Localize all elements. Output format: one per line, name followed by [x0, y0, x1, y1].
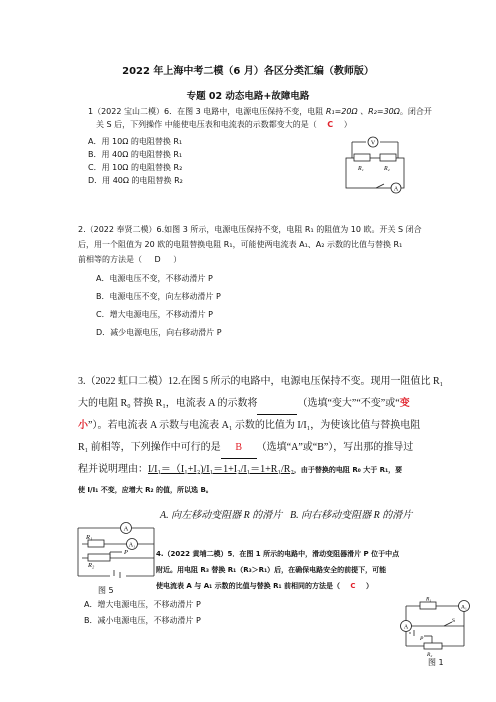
q4-slider-label: P [420, 636, 424, 642]
q4-answer: C [350, 582, 356, 590]
q3-line1: 3.（2022 虹口二模）12.在图 5 所示的电路中，电源电压保持不变。现用一阻值比 R₁ [78, 376, 444, 387]
q1-stem-line2: 关 S 后，下列操作 中能使电压表和电流表的示数都变大的是（ C ） [96, 120, 352, 129]
q2-option-a: A．电源电压不变，不移动滑片 P [96, 274, 213, 283]
q1-circuit-diagram [340, 134, 412, 196]
q3-option-b: B. 向右移动变阻器 R 的滑片 [290, 510, 413, 521]
q1-r2-label: R₂ [384, 166, 390, 172]
q3-figure-caption: 图 5 [98, 586, 114, 595]
q1-option-d: D．用 40Ω 的电阻替换 R₂ [88, 176, 183, 185]
q3-slider-label: P [124, 549, 128, 556]
q4-option-b: B．减小电源电压，不移动滑片 P [84, 616, 201, 625]
q4-line3: 使电流表 A 与 A₁ 示数的比值与替换 R₁ 前相同的方法是（ C ） [156, 582, 373, 590]
q2-line2: 后，用一个阻值为 20 欧的电阻替换电阻 R₁，可能使两电流表 A₁、A₂ 示数的比值与替换 R₁ [78, 240, 403, 249]
q1-voltmeter-label: V [370, 140, 376, 147]
document-title: 2022 年上海中考二模（6 月）各区分类汇编（教师版） [122, 66, 374, 77]
q2-option-c: C．增大电源电压，不移动滑片 P [96, 310, 213, 319]
q4-option-a: A．增大电源电压，不移动滑片 P [84, 600, 201, 609]
q3-line5: 程并说明理由：I/I₁＝（I₁+I₂)/I₁＝1+I₂/I₁＝1+R₁/R₂，由于替换的电阻 R₀ 大于 R₁，要 [78, 464, 403, 475]
q4-circuit-diagram [372, 596, 482, 660]
q3-line4: R₁ 前相等，下列操作中可行的是 B （选填“A”或“B”），写出那的推导过 [78, 438, 413, 459]
q4-switch-label: S [452, 618, 456, 624]
q1-answer: C [327, 120, 334, 129]
q4-line2: 附近。用电阻 R₃ 替换 R₁（R₃＞R₁）后，在确保电路安全的前提下，可能 [156, 566, 387, 574]
q3-line6: 使 I/I₁ 不变，应增大 R₂ 的值，所以选 B。 [78, 486, 213, 494]
q3-line2: 大的电阻 R₀ 替换 R₁，电流表 A 的示数将 （选填“变大”“不变”或“变 [78, 394, 410, 415]
q1-option-c: C．用 10Ω 的电阻替换 R₂ [88, 163, 183, 172]
q4-line1: 4.（2022 黄埔二模）5．在图 1 所示的电路中，滑动变阻器滑片 P 位于中点 [156, 550, 400, 558]
q3-ammeter-label: A [123, 525, 129, 533]
document-subtitle: 专题 02 动态电路+故障电路 [186, 91, 310, 102]
q3-blank-1 [257, 394, 297, 415]
q2-answer: D [154, 255, 161, 264]
q2-option-b: B．电源电压不变，向左移动滑片 P [96, 292, 221, 301]
q3-circuit-diagram [70, 512, 160, 584]
q3-r2-label: R₂ [88, 562, 95, 569]
q3-ammeter1-label: A₁ [128, 542, 136, 549]
q4-r2-label: R₂ [427, 652, 433, 658]
q1-option-a: A．用 10Ω 的电阻替换 R₁ [88, 137, 183, 146]
q2-line3: 前相等的方法是（ D ） [78, 255, 182, 264]
q3-option-a: A. 向左移动变阻器 R 的滑片 [160, 510, 283, 521]
q4-r1-label: R₁ [426, 596, 432, 603]
q4-figure-caption: 图 1 [428, 658, 444, 667]
q1-r1-label: R₁ [358, 166, 364, 172]
q1-option-b: B．用 40Ω 的电阻替换 R₁ [88, 150, 183, 159]
q4-ammeter-label: A [403, 624, 409, 631]
q2-line1: 2.（2022 奉贤二模）6.如图 3 所示，电源电压保持不变，电阻 R₁ 的阻值为 10 欧。开关 S 闭合 [78, 225, 422, 234]
q2-option-d: D．减少电源电压，向右移动滑片 P [96, 328, 222, 337]
q1-stem-line1: 1（2022 宝山二模）6．在图 3 电路中，电源电压保持不变，电阻 R₁=20Ω 、R₂=30Ω。闭合开 [88, 107, 432, 116]
q3-r1-label: R₁ [86, 534, 93, 541]
q3-formula: I/I₁＝（I₁+I₂)/I₁＝1+I₂/I₁＝1+R₁/R₂ [148, 464, 294, 475]
q3-line3: 小”）。若电流表 A 示数与电流表 A₁ 示数的比值为 I/I₁，为使该比值与替换电阻 [78, 420, 421, 431]
q3-answer: B [221, 438, 257, 459]
q1-ammeter-label: A [393, 186, 399, 193]
q4-ammeter1-label: A₁ [461, 604, 467, 611]
